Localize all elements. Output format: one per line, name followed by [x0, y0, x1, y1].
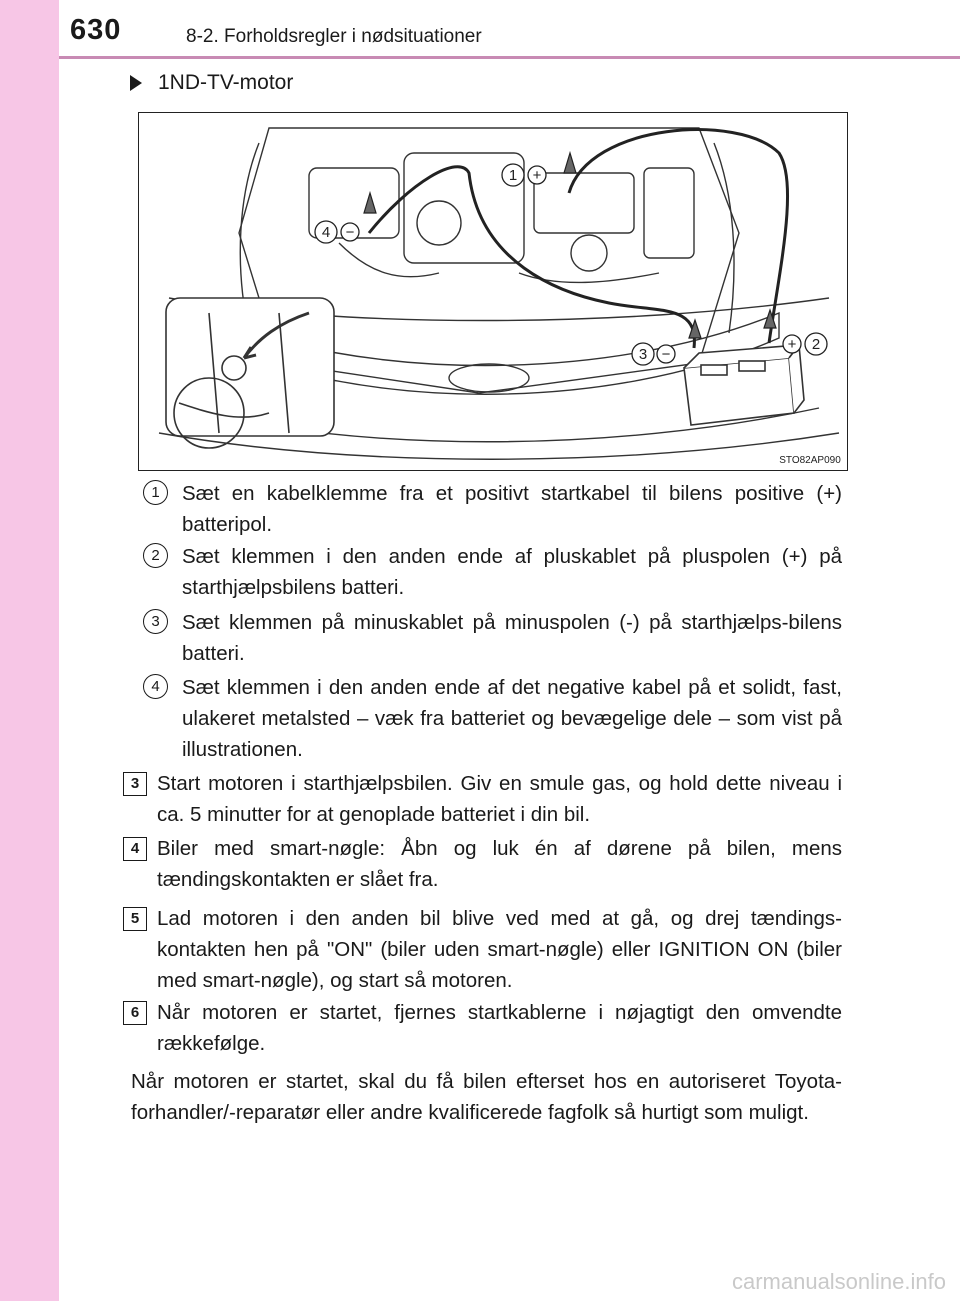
step-number-6: 6 — [123, 1001, 147, 1025]
figure-minus-4: − — [345, 224, 355, 241]
substep-text-4: Sæt klemmen i den anden ende af det negative kabel på et solidt, fast, ulakeret metalsted – væk fra batteriet og bevægelige dele – som vist på illustrationen. — [182, 676, 842, 761]
watermark: carmanualsonline.info — [731, 1269, 946, 1294]
substep-number-3: 3 — [143, 609, 168, 634]
engine-bay-drawing — [139, 113, 847, 470]
figure-callout-1: 1 — [508, 167, 518, 184]
page-sidebar-tab — [0, 0, 59, 1301]
step-text-5: Lad motoren i den anden bil blive ved med at gå, og drej tændings-kontakten hen på "ON" (biler uden smart-nøgle) eller IGNITION ON (biler med smart-nøgle), og start så motoren. — [157, 907, 842, 992]
figure-minus-3: − — [661, 346, 671, 363]
header-rule — [59, 56, 960, 59]
substep-number-4: 4 — [143, 674, 168, 699]
substep-text-2: Sæt klemmen i den anden ende af pluskablet på pluspolen (+) på starthjælpsbilens batteri. — [182, 545, 842, 599]
substep-number-1: 1 — [143, 480, 168, 505]
step-text-3: Start motoren i starthjælpsbilen. Giv en smule gas, og hold dette niveau i ca. 5 minutter for at genoplade batteriet i din bil. — [157, 772, 842, 826]
page-number: 630 — [70, 14, 122, 46]
final-note: Når motoren er startet, skal du få bilen efterset hos en autoriseret Toyota-forhandler/-reparatør eller andre kvalificerede fagfolk så hurtigt som muligt. — [131, 1070, 842, 1124]
step-number-5: 5 — [123, 907, 147, 931]
figure-plus-1: + — [532, 167, 542, 184]
substep-text-1: Sæt en kabelklemme fra et positivt startkabel til bilens positive (+) batteripol. — [182, 482, 842, 536]
step-number-3: 3 — [123, 772, 147, 796]
figure-plus-2: + — [787, 336, 797, 353]
step-number-4: 4 — [123, 837, 147, 861]
engine-subheading — [130, 71, 293, 95]
step-text-6: Når motoren er startet, fjernes startkablerne i nøjagtigt den omvendte rækkefølge. — [157, 1001, 842, 1055]
figure-callout-4: 4 — [321, 224, 331, 241]
triangle-bullet-icon — [130, 75, 142, 91]
step-text-4: Biler med smart-nøgle: Åbn og luk én af dørene på bilen, mens tændingskontakten er slået fra. — [157, 837, 842, 891]
figure-callout-3: 3 — [638, 346, 648, 363]
figure-callout-2: 2 — [811, 336, 821, 353]
figure-code: STO82AP090 — [779, 455, 841, 466]
substep-number-2: 2 — [143, 543, 168, 568]
subheading-text: 1ND-TV-motor — [158, 71, 294, 94]
substep-text-3: Sæt klemmen på minuskablet på minuspolen (-) på starthjælps-bilens batteri. — [182, 611, 842, 665]
section-title: 8-2. Forholdsregler i nødsituationer — [186, 26, 482, 47]
jump-start-illustration — [138, 112, 848, 471]
